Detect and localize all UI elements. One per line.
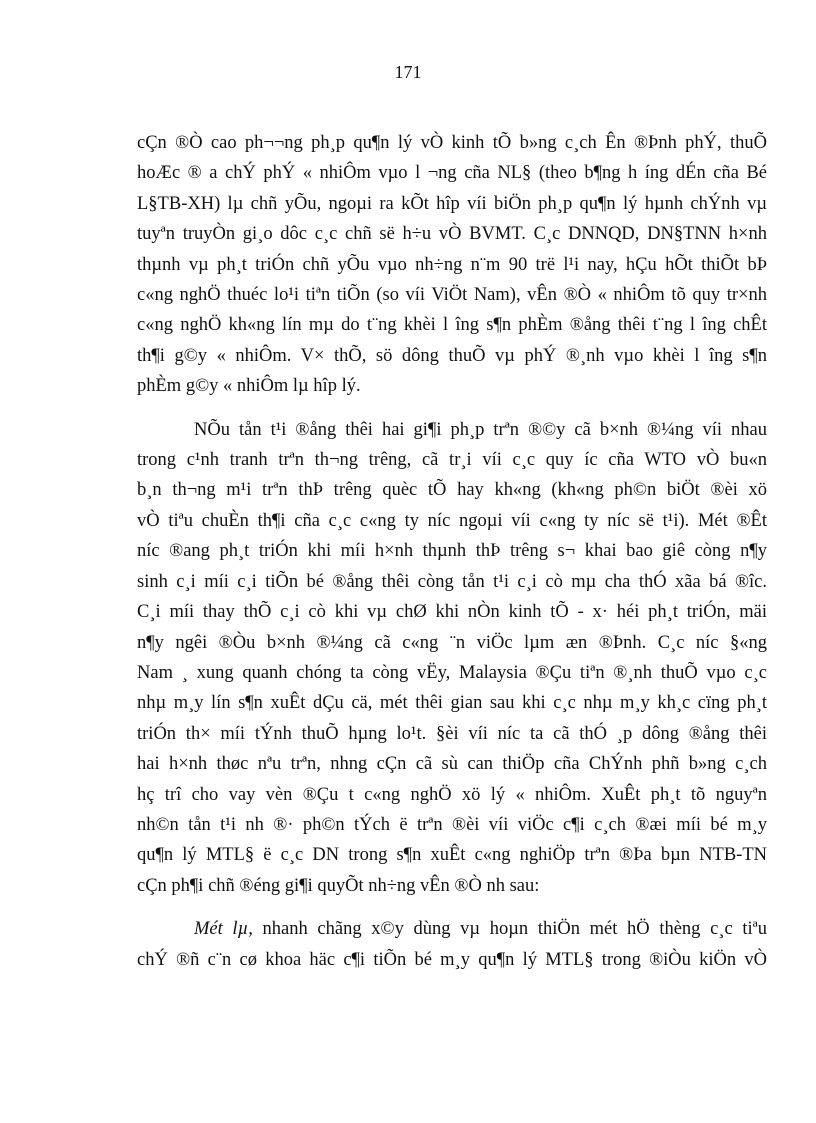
paragraph-2 bbox=[137, 415, 767, 902]
text-line: nh©n tån t¹i nh ®· ph©n tÝch ë trªn ®èi víi viÖc c¶i c¸ch ®æi míi bé m¸y bbox=[137, 814, 767, 835]
text-line: C¸i míi thay thÕ c¸i cò khi vµ chØ khi nÒn kinh tÕ - x· héi ph¸t triÓn, mäi bbox=[137, 602, 767, 623]
paragraph-1 bbox=[137, 128, 767, 402]
text-line: vÒ tiªu chuÈn th¶i cña c¸c c«ng ty níc ngoµi víi c«ng ty níc së t¹i). Mét ®Êt bbox=[137, 510, 767, 531]
text-line: chÝ ®ñ c¨n cø khoa häc c¶i tiÕn bé m¸y qu¶n lý MTL§ trong ®iÒu kiÖn vÒ bbox=[137, 949, 767, 970]
text-line-rest: nhanh chãng x©y dùng vµ hoµn thiÖn mét hÖ thèng c¸c tiªu bbox=[252, 919, 767, 940]
text-line: níc ®ang ph¸t triÓn khi míi h×nh thµnh thÞ trêng s¬ khai bao giê còng n¶y bbox=[137, 541, 767, 562]
text-line: c«ng nghÖ kh«ng lín mµ do t¨ng khèi l îng s¶n phÈm ®ång thêi t¨ng l îng chÊt bbox=[137, 315, 767, 336]
text-line: triÓn th× míi tÝnh thuÕ hµng lo¹t. §èi víi níc ta cã thÓ ¸p dông ®ång thêi bbox=[137, 723, 767, 744]
paragraph-3 bbox=[137, 914, 767, 975]
text-line: phÈm g©y « nhiÔm lµ hîp lý. bbox=[137, 376, 361, 397]
text-line bbox=[137, 914, 767, 944]
text-line: b¸n th¬ng m¹i trªn thÞ trêng quèc tÕ hay kh«ng (kh«ng ph©n biÖt ®èi xö bbox=[137, 480, 767, 501]
text-line: nhµ m¸y lín s¶n xuÊt dÇu cä, mét thêi gian sau khi c¸c nhµ m¸y kh¸c cïng ph¸t bbox=[137, 693, 767, 714]
text-line: cÇn ph¶i chñ ®éng gi¶i quyÕt nh÷ng vÊn ®Ò nh sau: bbox=[137, 875, 540, 896]
text-line: Nam ¸ xung quanh chóng ta còng vËy, Malaysia ®Çu tiªn ®¸nh thuÕ vµo c¸c bbox=[137, 662, 767, 683]
text-line: n¶y ngêi ®Òu b×nh ®¼ng cã c«ng ¨n viÖc lµm æn ®Þnh. C¸c níc §«ng bbox=[137, 632, 767, 653]
list-lead-italic: Mét lµ, bbox=[194, 919, 253, 940]
text-line: trong c¹nh tranh trªn th¬ng trêng, cã tr¸i víi c¸c quy íc cña WTO vÒ bu«n bbox=[137, 450, 767, 471]
text-line: hoÆc ® a chÝ phÝ « nhiÔm vµo l ¬ng cña NL§ (theo b¶ng h íng dÉn cña Bé bbox=[137, 163, 767, 184]
text-line: sinh c¸i míi c¸i tiÕn bé ®ång thêi còng tån t¹i c¸i cò mµ cha thÓ xãa bá ®îc. bbox=[137, 571, 767, 592]
text-line: hç trî cho vay vèn ®Çu t c«ng nghÖ xö lý « nhiÔm. XuÊt ph¸t tõ nguyªn bbox=[137, 784, 767, 805]
text-line: qu¶n lý MTL§ ë c¸c DN trong s¶n xuÊt c«ng nghiÖp trªn ®Þa bµn NTB-TN bbox=[137, 845, 767, 866]
text-line: L§TB-XH) lµ chñ yÕu, ngoµi ra kÕt hîp víi biÖn ph¸p qu¶n lý hµnh chÝnh vµ bbox=[137, 193, 767, 214]
text-line: tuyªn truyÒn gi¸o dôc c¸c chñ së h÷u vÒ BVMT. C¸c DNNQD, DN§TNN h×nh bbox=[137, 224, 767, 245]
text-line: hai h×nh thøc nªu trªn, nhng cÇn cã sù can thiÖp cña ChÝnh phñ b»ng c¸ch bbox=[137, 754, 767, 775]
text-line: th¶i g©y « nhiÔm. V× thÕ, sö dông thuÕ vµ phÝ ®¸nh vµo khèi l îng s¶n bbox=[137, 345, 767, 366]
text-line: thµnh vµ ph¸t triÓn chñ yÕu vµo nh÷ng n¨m 90 trë l¹i nay, hÇu hÕt thiÕt bÞ bbox=[137, 254, 767, 275]
text-line: NÕu tån t¹i ®ång thêi hai gi¶i ph¸p trªn ®©y cã b×nh ®¼ng víi nhau bbox=[194, 419, 767, 440]
text-line: c«ng nghÖ thuéc lo¹i tiªn tiÕn (so víi ViÖt Nam), vÊn ®Ò « nhiÔm tõ quy tr×nh bbox=[137, 285, 767, 306]
body-text bbox=[137, 128, 767, 988]
text-line: cÇn ®Ò cao ph¬¬ng ph¸p qu¶n lý vÒ kinh tÕ b»ng c¸ch Ên ®Þnh phÝ, thuÕ bbox=[137, 133, 767, 153]
page-number: 171 bbox=[394, 62, 422, 82]
